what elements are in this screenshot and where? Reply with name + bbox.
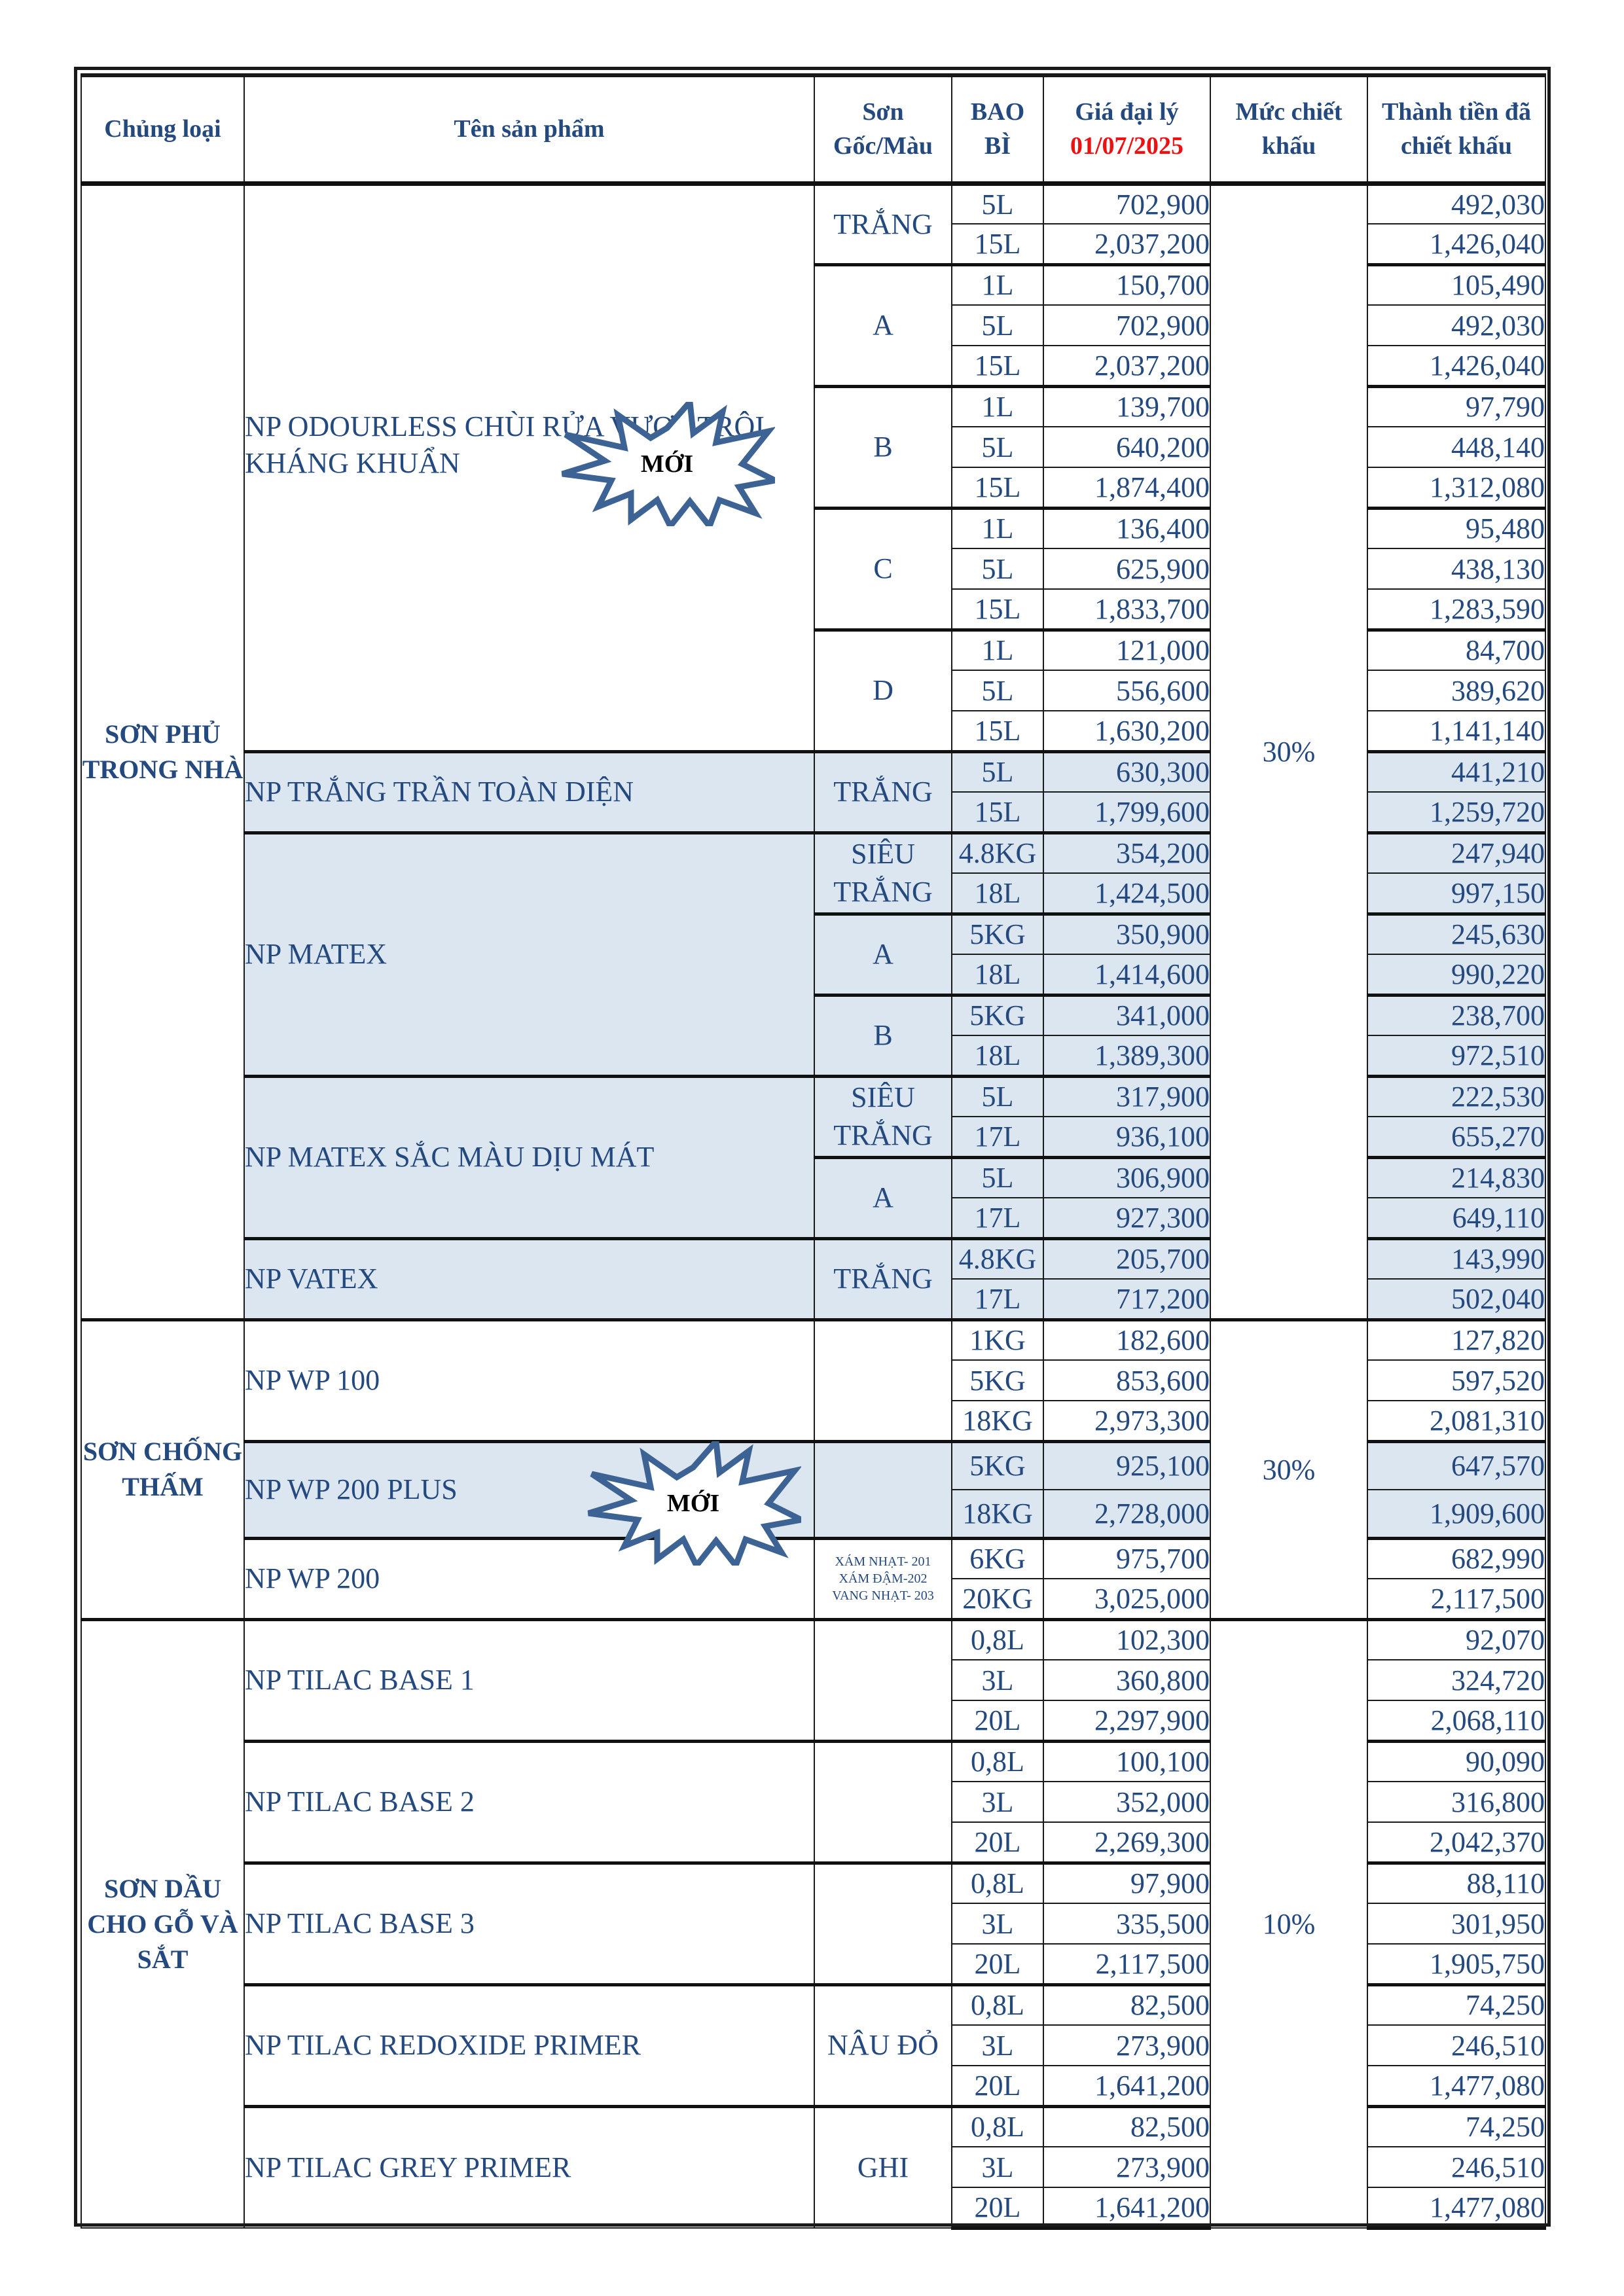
net-price-cell: 972,510 <box>1367 1035 1545 1076</box>
base-color-cell: SIÊU TRẮNG <box>814 833 952 914</box>
base-color-cell: TRẮNG <box>814 183 952 264</box>
net-price-cell: 597,520 <box>1367 1360 1545 1401</box>
packaging-cell: 20L <box>952 2187 1043 2228</box>
base-color-cell: TRẮNG <box>814 751 952 833</box>
net-price-cell: 74,250 <box>1367 1984 1545 2025</box>
header-net-line1: Thành tiền đã <box>1381 98 1532 126</box>
price-list-body <box>81 183 1545 2228</box>
packaging-cell: 3L <box>952 2147 1043 2187</box>
product-name: NP WP 200 <box>245 1562 380 1594</box>
net-price-cell: 246,510 <box>1367 2147 1545 2187</box>
dealer-price-cell: 205,700 <box>1043 1238 1210 1279</box>
base-color-cell <box>814 1538 952 1619</box>
net-price-cell: 649,110 <box>1367 1198 1545 1238</box>
net-price-cell: 997,150 <box>1367 873 1545 914</box>
net-price-cell: 1,141,140 <box>1367 711 1545 751</box>
table-row <box>81 183 1545 224</box>
dealer-price-cell: 625,900 <box>1043 548 1210 589</box>
dealer-price-cell: 273,900 <box>1043 2147 1210 2187</box>
dealer-price-cell: 2,037,200 <box>1043 224 1210 264</box>
dealer-price-cell: 2,037,200 <box>1043 346 1210 386</box>
dealer-price-cell: 273,900 <box>1043 2025 1210 2066</box>
packaging-cell: 0,8L <box>952 1984 1043 2025</box>
header-net-line2: chiết khấu <box>1401 132 1512 160</box>
header-discount-line1: Mức chiết <box>1235 98 1343 126</box>
net-price-cell: 682,990 <box>1367 1538 1545 1579</box>
packaging-cell: 15L <box>952 589 1043 630</box>
dealer-price-cell: 1,641,200 <box>1043 2066 1210 2106</box>
base-color-cell: GHI <box>814 2106 952 2228</box>
dealer-price-cell: 2,728,000 <box>1043 1490 1210 1538</box>
dealer-price-cell: 936,100 <box>1043 1117 1210 1157</box>
category-cell: SƠN PHỦ TRONG NHÀ <box>81 183 244 1319</box>
category-cell: SƠN CHỐNG THẤM <box>81 1319 244 1619</box>
packaging-cell: 20L <box>952 1944 1043 1984</box>
packaging-cell: 5KG <box>952 995 1043 1035</box>
packaging-cell: 17L <box>952 1117 1043 1157</box>
base-color-cell <box>814 1741 952 1863</box>
packaging-cell: 15L <box>952 346 1043 386</box>
packaging-cell: 4.8KG <box>952 1238 1043 1279</box>
dealer-price-cell: 3,025,000 <box>1043 1579 1210 1619</box>
net-price-cell: 441,210 <box>1367 751 1545 792</box>
net-price-cell: 1,905,750 <box>1367 1944 1545 1984</box>
base-color-cell: D <box>814 630 952 751</box>
header-dealer-price-line1: Giá đại lý <box>1075 98 1179 126</box>
product-name-cell <box>244 1076 814 1238</box>
dealer-price-cell: 97,900 <box>1043 1863 1210 1903</box>
discount-cell: 30% <box>1210 183 1367 1319</box>
dealer-price-cell: 630,300 <box>1043 751 1210 792</box>
base-color-cell: SIÊU TRẮNG <box>814 1076 952 1157</box>
net-price-cell: 492,030 <box>1367 305 1545 346</box>
product-name: NP VATEX <box>245 1263 378 1295</box>
product-name: NP TILAC REDOXIDE PRIMER <box>245 2029 641 2061</box>
packaging-cell: 5L <box>952 305 1043 346</box>
packaging-cell: 20L <box>952 2066 1043 2106</box>
product-name: NP TILAC GREY PRIMER <box>245 2151 571 2183</box>
dealer-price-cell: 306,900 <box>1043 1157 1210 1198</box>
product-name: NP TRẮNG TRẦN TOÀN DIỆN <box>245 776 634 808</box>
net-price-cell: 448,140 <box>1367 427 1545 467</box>
net-price-cell: 214,830 <box>1367 1157 1545 1198</box>
dealer-price-cell: 350,900 <box>1043 914 1210 954</box>
net-price-cell: 247,940 <box>1367 833 1545 873</box>
packaging-cell: 3L <box>952 1903 1043 1944</box>
base-color-cell: A <box>814 1157 952 1238</box>
product-name: NP TILAC BASE 1 <box>245 1664 475 1696</box>
dealer-price-cell: 136,400 <box>1043 508 1210 548</box>
packaging-cell: 18L <box>952 954 1043 995</box>
product-name: NP WP 200 PLUS <box>245 1473 458 1505</box>
dealer-price-cell: 640,200 <box>1043 427 1210 467</box>
net-price-cell: 246,510 <box>1367 2025 1545 2066</box>
packaging-cell: 18L <box>952 873 1043 914</box>
header-product-name-label: Tên sản phẩm <box>454 115 605 143</box>
net-price-cell: 245,630 <box>1367 914 1545 954</box>
packaging-cell: 5L <box>952 1157 1043 1198</box>
net-price-cell: 2,042,370 <box>1367 1822 1545 1863</box>
packaging-cell: 0,8L <box>952 1619 1043 1660</box>
new-badge <box>559 402 775 526</box>
dealer-price-cell: 1,414,600 <box>1043 954 1210 995</box>
packaging-cell: 18KG <box>952 1401 1043 1441</box>
base-color-cell <box>814 1441 952 1538</box>
header-product-name <box>244 75 814 183</box>
net-price-cell: 2,117,500 <box>1367 1579 1545 1619</box>
packaging-cell: 0,8L <box>952 1741 1043 1782</box>
dealer-price-cell: 1,874,400 <box>1043 467 1210 508</box>
dealer-price-cell: 1,641,200 <box>1043 2187 1210 2228</box>
table-row <box>81 1619 1545 1660</box>
net-price-cell: 990,220 <box>1367 954 1545 995</box>
packaging-cell: 15L <box>952 792 1043 833</box>
packaging-cell: 3L <box>952 2025 1043 2066</box>
net-price-cell: 1,312,080 <box>1367 467 1545 508</box>
packaging-cell: 3L <box>952 1660 1043 1700</box>
net-price-cell: 502,040 <box>1367 1279 1545 1319</box>
discount-cell: 30% <box>1210 1319 1367 1619</box>
product-name: NP MATEX <box>245 938 388 970</box>
product-name-cell <box>244 751 814 833</box>
header-price-date: 01/07/2025 <box>1070 132 1184 160</box>
packaging-cell: 17L <box>952 1198 1043 1238</box>
net-price-cell: 127,820 <box>1367 1319 1545 1360</box>
net-price-cell: 316,800 <box>1367 1782 1545 1822</box>
new-badge-label: MỚI <box>640 450 694 478</box>
base-color-cell: NÂU ĐỎ <box>814 1984 952 2106</box>
dealer-price-cell: 352,000 <box>1043 1782 1210 1822</box>
product-name-cell <box>244 1441 814 1538</box>
net-price-cell: 90,090 <box>1367 1741 1545 1782</box>
dealer-price-cell: 139,700 <box>1043 386 1210 427</box>
product-name-cell <box>244 2106 814 2228</box>
net-price-cell: 1,477,080 <box>1367 2066 1545 2106</box>
packaging-cell: 1KG <box>952 1319 1043 1360</box>
base-color-line: VANG NHẠT- 203 <box>832 1588 934 1603</box>
header-discount <box>1210 75 1367 183</box>
dealer-price-cell: 1,389,300 <box>1043 1035 1210 1076</box>
dealer-price-cell: 556,600 <box>1043 670 1210 711</box>
product-name: NP TILAC BASE 2 <box>245 1785 475 1818</box>
packaging-cell: 0,8L <box>952 2106 1043 2147</box>
packaging-cell: 6KG <box>952 1538 1043 1579</box>
dealer-price-cell: 2,117,500 <box>1043 1944 1210 1984</box>
packaging-cell: 1L <box>952 630 1043 670</box>
packaging-cell: 1L <box>952 264 1043 305</box>
packaging-cell: 5L <box>952 670 1043 711</box>
product-name-cell <box>244 1319 814 1441</box>
net-price-cell: 1,909,600 <box>1367 1490 1545 1538</box>
dealer-price-cell: 82,500 <box>1043 2106 1210 2147</box>
product-name: NP TILAC BASE 3 <box>245 1907 475 1939</box>
dealer-price-cell: 2,269,300 <box>1043 1822 1210 1863</box>
net-price-cell: 143,990 <box>1367 1238 1545 1279</box>
base-color-cell: B <box>814 386 952 508</box>
price-list-table <box>81 73 1546 2230</box>
base-color-line: XÁM NHẠT- 201 <box>835 1554 931 1569</box>
packaging-cell: 4.8KG <box>952 833 1043 873</box>
dealer-price-cell: 360,800 <box>1043 1660 1210 1700</box>
net-price-cell: 1,283,590 <box>1367 589 1545 630</box>
product-name-cell <box>244 1538 814 1619</box>
net-price-cell: 74,250 <box>1367 2106 1545 2147</box>
header-base-color-line1: Sơn <box>862 98 904 126</box>
packaging-cell: 15L <box>952 467 1043 508</box>
dealer-price-cell: 1,799,600 <box>1043 792 1210 833</box>
packaging-cell: 5L <box>952 427 1043 467</box>
product-name-cell <box>244 1863 814 1984</box>
net-price-cell: 1,477,080 <box>1367 2187 1545 2228</box>
new-badge-label: MỚI <box>666 1489 720 1517</box>
dealer-price-cell: 702,900 <box>1043 305 1210 346</box>
base-color-cell: C <box>814 508 952 630</box>
dealer-price-cell: 1,630,200 <box>1043 711 1210 751</box>
header-packaging-line2: BÌ <box>984 132 1011 160</box>
packaging-cell: 5L <box>952 183 1043 224</box>
packaging-cell: 5KG <box>952 914 1043 954</box>
dealer-price-cell: 1,424,500 <box>1043 873 1210 914</box>
net-price-cell: 1,426,040 <box>1367 346 1545 386</box>
dealer-price-cell: 317,900 <box>1043 1076 1210 1117</box>
net-price-cell: 2,081,310 <box>1367 1401 1545 1441</box>
packaging-cell: 17L <box>952 1279 1043 1319</box>
header-base-color <box>814 75 952 183</box>
dealer-price-cell: 702,900 <box>1043 183 1210 224</box>
net-price-cell: 324,720 <box>1367 1660 1545 1700</box>
dealer-price-cell: 82,500 <box>1043 1984 1210 2025</box>
net-price-cell: 389,620 <box>1367 670 1545 711</box>
packaging-cell: 1L <box>952 508 1043 548</box>
product-name-cell <box>244 1984 814 2106</box>
product-name: NP ODOURLESS CHÙI RỬA VƯỢT TRỘI KHÁNG KHUẨN <box>245 410 765 479</box>
dealer-price-cell: 341,000 <box>1043 995 1210 1035</box>
packaging-cell: 20KG <box>952 1579 1043 1619</box>
net-price-cell: 438,130 <box>1367 548 1545 589</box>
net-price-cell: 2,068,110 <box>1367 1700 1545 1741</box>
dealer-price-cell: 121,000 <box>1043 630 1210 670</box>
packaging-cell: 15L <box>952 224 1043 264</box>
net-price-cell: 88,110 <box>1367 1863 1545 1903</box>
header-packaging <box>952 75 1043 183</box>
base-color-cell: A <box>814 264 952 386</box>
header-row <box>81 75 1545 183</box>
dealer-price-cell: 927,300 <box>1043 1198 1210 1238</box>
packaging-cell: 3L <box>952 1782 1043 1822</box>
dealer-price-cell: 2,973,300 <box>1043 1401 1210 1441</box>
discount-cell: 10% <box>1210 1619 1367 2228</box>
header-category <box>81 75 244 183</box>
base-color-cell: A <box>814 914 952 995</box>
dealer-price-cell: 2,297,900 <box>1043 1700 1210 1741</box>
product-name: NP WP 100 <box>245 1364 380 1396</box>
base-color-cell <box>814 1863 952 1984</box>
net-price-cell: 238,700 <box>1367 995 1545 1035</box>
packaging-cell: 15L <box>952 711 1043 751</box>
dealer-price-cell: 717,200 <box>1043 1279 1210 1319</box>
dealer-price-cell: 975,700 <box>1043 1538 1210 1579</box>
product-name: NP MATEX SẮC MÀU DỊU MÁT <box>245 1141 655 1173</box>
dealer-price-cell: 335,500 <box>1043 1903 1210 1944</box>
category-cell: SƠN DẦU CHO GỖ VÀ SẮT <box>81 1619 244 2228</box>
net-price-cell: 92,070 <box>1367 1619 1545 1660</box>
net-price-cell: 1,259,720 <box>1367 792 1545 833</box>
dealer-price-cell: 354,200 <box>1043 833 1210 873</box>
packaging-cell: 18KG <box>952 1490 1043 1538</box>
packaging-cell: 20L <box>952 1700 1043 1741</box>
dealer-price-cell: 100,100 <box>1043 1741 1210 1782</box>
base-color-cell <box>814 1619 952 1741</box>
dealer-price-cell: 102,300 <box>1043 1619 1210 1660</box>
net-price-cell: 105,490 <box>1367 264 1545 305</box>
packaging-cell: 5KG <box>952 1360 1043 1401</box>
header-packaging-line1: BAO <box>970 98 1025 126</box>
product-name-cell <box>244 1238 814 1319</box>
net-price-cell: 1,426,040 <box>1367 224 1545 264</box>
packaging-cell: 5KG <box>952 1441 1043 1490</box>
base-color-cell: B <box>814 995 952 1076</box>
dealer-price-cell: 1,833,700 <box>1043 589 1210 630</box>
net-price-cell: 84,700 <box>1367 630 1545 670</box>
dealer-price-cell: 150,700 <box>1043 264 1210 305</box>
header-dealer-price <box>1043 75 1210 183</box>
packaging-cell: 5L <box>952 548 1043 589</box>
product-name-cell <box>244 183 814 751</box>
header-category-label: Chủng loại <box>104 115 221 143</box>
base-color-cell: TRẮNG <box>814 1238 952 1319</box>
net-price-cell: 95,480 <box>1367 508 1545 548</box>
packaging-cell: 0,8L <box>952 1863 1043 1903</box>
net-price-cell: 222,530 <box>1367 1076 1545 1117</box>
dealer-price-cell: 182,600 <box>1043 1319 1210 1360</box>
packaging-cell: 20L <box>952 1822 1043 1863</box>
dealer-price-cell: 925,100 <box>1043 1441 1210 1490</box>
header-discount-line2: khấu <box>1261 132 1316 160</box>
net-price-cell: 655,270 <box>1367 1117 1545 1157</box>
product-name-cell <box>244 1619 814 1741</box>
table-row <box>81 1319 1545 1360</box>
packaging-cell: 18L <box>952 1035 1043 1076</box>
packaging-cell: 5L <box>952 1076 1043 1117</box>
base-color-line: XÁM ĐẬM-202 <box>839 1571 928 1586</box>
header-net-amount <box>1367 75 1545 183</box>
packaging-cell: 5L <box>952 751 1043 792</box>
net-price-cell: 647,570 <box>1367 1441 1545 1490</box>
packaging-cell: 1L <box>952 386 1043 427</box>
header-base-color-line2: Gốc/Màu <box>833 132 933 160</box>
net-price-cell: 492,030 <box>1367 183 1545 224</box>
base-color-cell <box>814 1319 952 1441</box>
dealer-price-cell: 853,600 <box>1043 1360 1210 1401</box>
net-price-cell: 301,950 <box>1367 1903 1545 1944</box>
net-price-cell: 97,790 <box>1367 386 1545 427</box>
product-name-cell <box>244 833 814 1076</box>
product-name-cell <box>244 1741 814 1863</box>
